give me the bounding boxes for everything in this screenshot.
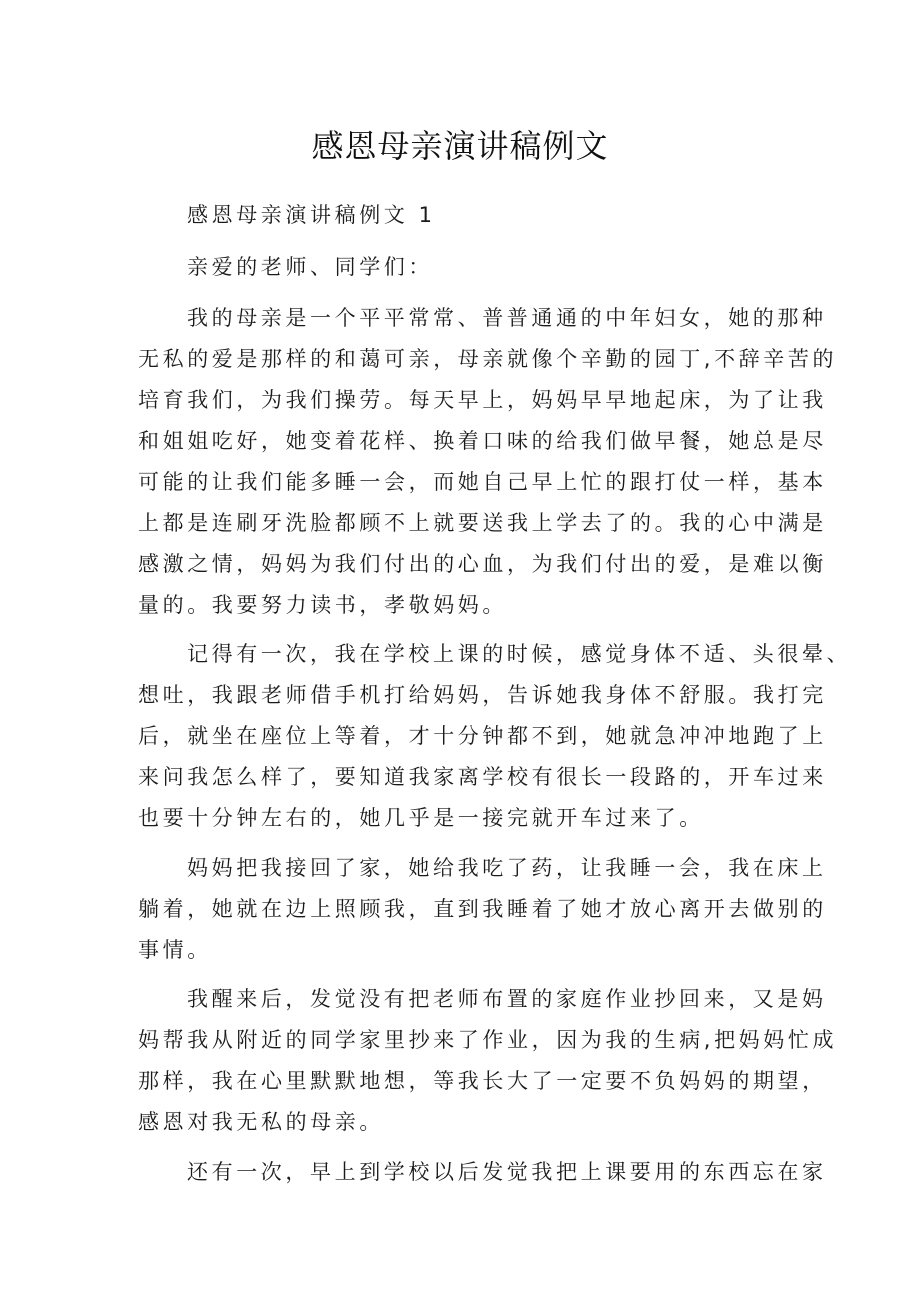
paragraph-line: 躺着，她就在边上照顾我，直到我睡着了她才放心离开去做别的 xyxy=(138,897,827,921)
paragraph-line: 可能的让我们能多睡一会，而她自己早上忙的跟打仗一样，基本 xyxy=(138,470,827,494)
document-title: 感恩母亲演讲稿例文 xyxy=(311,127,609,165)
paragraph-line: 那样，我在心里默默地想，等我长大了一定要不负妈妈的期望， xyxy=(138,1069,827,1093)
paragraph-line: 想吐，我跟老师借手机打给妈妈，告诉她我身体不舒服。我打完 xyxy=(138,683,827,707)
paragraph-line: 培育我们，为我们操劳。每天早上，妈妈早早地起床，为了让我 xyxy=(138,388,827,412)
paragraph-line: 妈帮我从附近的同学家里抄来了作业，因为我的生病,把妈妈忙成 xyxy=(138,1028,838,1052)
paragraph-line: 事情。 xyxy=(138,938,212,962)
paragraph-line: 无私的爱是那样的和蔼可亲，母亲就像个辛勤的园丁,不辞辛苦的 xyxy=(138,347,838,371)
paragraph-line: 来问我怎么样了，要知道我家离学校有很长一段路的，开车过来 xyxy=(138,765,827,789)
paragraph-line: 妈妈把我接回了家，她给我吃了药，让我睡一会，我在床上 xyxy=(187,856,827,880)
paragraph-line: 感激之情，妈妈为我们付出的心血，为我们付出的爱，是难以衡 xyxy=(138,552,827,576)
paragraph-line: 和姐姐吃好，她变着花样、换着口味的给我们做早餐，她总是尽 xyxy=(138,429,827,453)
paragraph-line: 后，就坐在座位上等着，才十分钟都不到，她就急冲冲地跑了上 xyxy=(138,724,827,748)
paragraph-line: 感恩对我无私的母亲。 xyxy=(138,1110,384,1134)
paragraph-line: 上都是连刷牙洗脸都顾不上就要送我上学去了的。我的心中满是 xyxy=(138,511,827,535)
paragraph-line: 量的。我要努力读书，孝敬妈妈。 xyxy=(138,593,507,617)
paragraph-line: 记得有一次，我在学校上课的时候，感觉身体不适、头很晕、 xyxy=(187,642,852,666)
section-subtitle: 感恩母亲演讲稿例文 1 xyxy=(187,203,436,227)
paragraph-line: 我的母亲是一个平平常常、普普通通的中年妇女，她的那种 xyxy=(187,306,827,330)
paragraph-line: 我醒来后，发觉没有把老师布置的家庭作业抄回来，又是妈 xyxy=(187,987,827,1011)
paragraph-line: 还有一次，早上到学校以后发觉我把上课要用的东西忘在家 xyxy=(187,1160,827,1184)
paragraph-line: 也要十分钟左右的，她几乎是一接完就开车过来了。 xyxy=(138,806,704,830)
salutation: 亲爱的老师、同学们： xyxy=(187,255,433,279)
